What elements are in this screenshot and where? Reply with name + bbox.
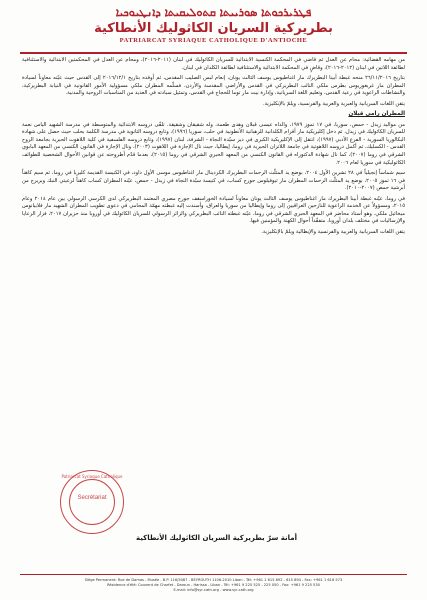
header-divider [20,52,407,54]
footer-address-main: Siège Permanent: Rue de Damas - Musée - B.P. 116/5087 - BEYROUTH 1106-2010 Liban - Tél: +961 1 615 892 - 615 894 - Fax: +961 1 616 573 [84,578,343,582]
paragraph-biography: من مواليد زيدل - حمص، سوريا، في ١٧ تموز ١٩٧٩، والداه عيسى قبلان وهدى طعمة، وله شقيقان وشقيقة. تلقّى دروسه الابتدائية والمتوسطة في مدرسة الشهيد الياس نعمة للسريان الكاثوليك في زيدل، ثم دخل إكليريكية مار أفرام الكلدانية للرهبانية الأنطونية في حلب، سوريا (١٩٩٦)، وتابع دروسه الثانوية في مدرسة الكلمة بحلب حيث حصل على شهادة البكالوريا السورية - الفرع الأدبي (١٩٩٧)، انتقل إلى الإكليريكية الكبرى في دير سيّدة النجاة - الشرفة، لبنان (١٩٩٧)، وتابع دروسه الفلسفية في كلية اللاهوت الحبرية بجامعة الروح القدس - الكسليك، ثم أكمل دروسه اللاهوتية في جامعة اللاتران الحبرية في روما، إيطاليا، حيث نال الإجازة في اللاهوت (٢٠٠٣)، ونال الإجازة في القانون الكنسي من المعهد البابوي الشرقي في روما (٢٠٠٧)، كما نال شهادة الدكتوراه في القانون الكنسي من المعهد الحبري الشرقي في روما (٢٠١٥)، بعدما قدّم أطروحته عن قوانين الأحوال الشخصية للطوائف الكاثوليكية في سوريا لعام ٢٠٠٦. [22,121,405,166]
stamp-label: Secrétariat [77,495,107,501]
stamp-ring-text: Patriarcat Syriaque Catholique [61,474,123,479]
paragraph-judicial-duties: من مهامه القضائية: محام عن العدل ثم قاضي في المحكمة الكنسية الابتدائية للسريان الكاثوليك في لبنان (٢٠١١-٢٠١٦)، ومحام عن العدل في المحكمتين الابتدائية والاستئنافية لطائفة اللاتين في لبنان (٢٠١٢-٢٠١٦)، وقاضٍ في المحكمة الابتدائية والاستئنافية لطائفة الكلدان في لبنان. [22,57,406,71]
paragraph-ordination: سيم شماساً إنجيلياً في ٢٨ تشرين الأول ٢٠٠٤، بوضع يد المثلّث الرحمات البطريرك الكردينال مار اغناطيوس موسى الأول داود، في الكنيسة القديمة كليريا في روما، ثم سيم كاهناً في ١٦ تموز ٢٠٠٥، بوضع يد المثلّث الرحمات المطران مار ثيوفيلوس جورج كساب، في كنيسة سيّدة النجاة في زيدل - حمص، عيّنه المطران كساب كاهناً لرعيتي النبك وبريرج من أبرشية حمص (٢٠٠٧-٢٠١٠). [22,170,405,192]
secretariat-stamp [60,470,124,534]
paragraph-languages-1: يتقن اللغات السريانية والعبرية والعربية والفرنسية، ويلمّ بالإنكليزية. [262,100,405,107]
footer [20,578,407,593]
footer-contact: E-mail: info@syr-cath.org - www.syr-cath.org [173,588,254,592]
letterhead-french: PATRIARCAT SYRIAQUE CATHOLIQUE D'ANTIOCHE [119,37,308,44]
letterhead-syriac: ܦܛܪܝܪܟܘܬܐ ܣܘܪܝܝܬܐ ܩܬܘܠܝܩܝܬܐ ܕܐܢܛܝܘܟܝܐ [115,6,312,19]
footer-divider [20,574,407,575]
letterhead-arabic: بطريركية السريان الكاثوليك الأنطاكية [94,21,333,36]
section-title: المطران رامي قبلان [348,111,405,118]
letterhead [0,6,427,44]
document-body [22,57,405,239]
paragraph-jerusalem-mission: بتاريخ ٢٦/١١/٢٠١٦ منحه غبطة أبينا البطريرك مار اغناطيوس يوسف الثالث يونان، إنعام لبس الصليب المقدس، ثم أوفده بتاريخ ٢٠١٦/١٢/١ إلى القدس حيث عيّنه معاوناً لسيادة المطران مار غريغوريوس بطرس ملكي النائب البطريركي في القدس والأراضي المقدسة والأردن، فسلّمه المطران ملكي مسؤولية الأمور القانونية في النيابة البطريركية، والنشاطات الراعوية في رعية القدس، وتعليم اللغة السريانية، وإدارة بيت مار توما للحجاج في القدس، وتمثيل سيادته في العديد من المناسبات الروحية والمدنية. [22,75,405,97]
paragraph-languages-2: يتقن اللغات السريانية والعربية والفرنسية والإيطالية ويلمّ بالإنكليزية. [261,228,405,235]
footer-address-summer: Résidence d'été: Couvent de Charfet - Daroun - Harissa - Liban - Tél: +961 9 225 525 - 225 050 - Fax: +961 9 225 530 [107,583,320,587]
paragraph-rome-service: في روما، عيّنه غبطة أبينا البطريرك مار اغناطيوس يوسف الثالث يونان معاوناً لسيادة الخوراسقف جورج مصري المعتمد البطريركي لدى الكرسي الرسولي بين عام ٢٠١٤ وعام ٢٠١٥، ومسؤولاً عن الخدمة الراعوية للنازحين العراقيين إلى روما وإيطاليا من سوريا والعراق، وأسندت إليه غبطته مهمّة المحامي في دعوى تطويب المطران الشهيد مار فلابيانوس ميخائيل ملكي. وهو أستاذ محاضر في المعهد الحبري الشرقي في روما، عيّنه غبطته النائب البطريركي والزائر الرسولي للسريان الكاثوليك في أوروبا منذ حزيران ٢٠١٧، فزار الرعايا والإرساليات في مختلف بلدان أوروبا، متفقّداً أحوال الكهنة والمؤمنين فيها. [22,195,405,225]
stamp-inner-ring [69,479,115,525]
signature-line: أمانة سرّ بطريركية السريان الكاثوليك الأنطاكية [136,534,297,542]
